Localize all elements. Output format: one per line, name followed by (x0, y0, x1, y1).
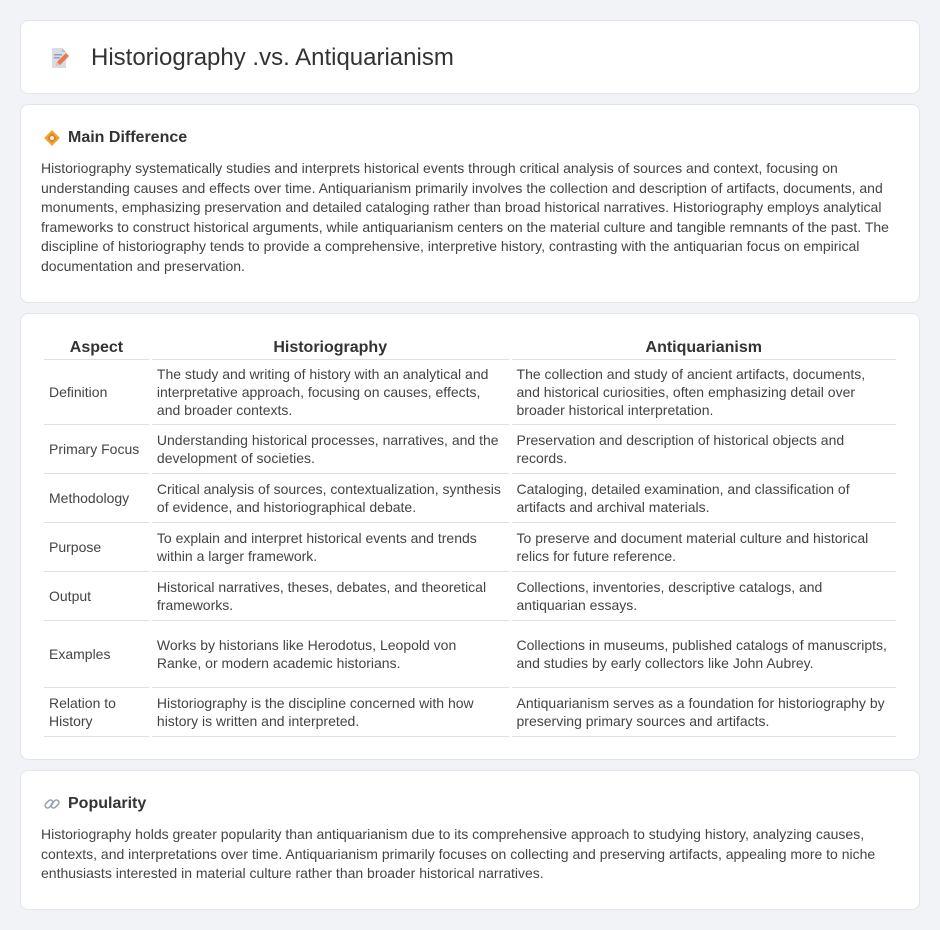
table-row (44, 425, 896, 474)
cell-antiquarianism: Antiquarianism serves as a foundation for historiography by preserving primary sources and artifacts. (512, 688, 896, 737)
page-title: Historiography .vs. Antiquarianism (91, 44, 454, 71)
table-row (44, 474, 896, 523)
cell-historiography: Works by historians like Herodotus, Leopold von Ranke, or modern academic historians. (152, 621, 509, 688)
cell-aspect: Primary Focus (44, 425, 149, 474)
cell-aspect: Purpose (44, 523, 149, 572)
table-row (44, 572, 896, 621)
cell-antiquarianism: Collections in museums, published catalogs of manuscripts, and studies by early collectors like John Aubrey. (512, 621, 896, 688)
cell-antiquarianism: Preservation and description of historical objects and records. (512, 425, 896, 474)
cell-antiquarianism: To preserve and document material culture and historical relics for future reference. (512, 523, 896, 572)
cell-aspect: Examples (44, 621, 149, 688)
cell-historiography: Historical narratives, theses, debates, and theoretical frameworks. (152, 572, 509, 621)
popularity-text: Historiography holds greater popularity than antiquarianism due to its comprehensive approach to studying history, analyzing causes, contexts, and interpretations over time. Antiquarianism primarily focuses on collecting and preserving artifacts, appealing more to niche enthusiasts interested in material culture rather than broader historical narratives. (41, 826, 876, 881)
cell-antiquarianism: Collections, inventories, descriptive catalogs, and antiquarian essays. (512, 572, 896, 621)
cell-antiquarianism: The collection and study of ancient artifacts, documents, and historical curiosities, often emphasizing detail over broader historical interpretation. (512, 360, 896, 425)
cell-historiography: Critical analysis of sources, contextualization, synthesis of evidence, and historiographical debate. (152, 474, 509, 523)
header-historiography: Historiography (152, 335, 509, 360)
cell-aspect: Relation to History (44, 688, 149, 737)
header-aspect: Aspect (44, 335, 149, 360)
cell-antiquarianism: Cataloging, detailed examination, and classification of artifacts and archival materials. (512, 474, 896, 523)
diamond-warning-icon (43, 129, 61, 147)
cell-aspect: Output (44, 572, 149, 621)
popularity-card (20, 770, 920, 910)
table-row (44, 688, 896, 737)
link-icon (43, 795, 61, 813)
document-edit-icon (47, 46, 71, 70)
comparison-card (20, 313, 920, 760)
cell-historiography: The study and writing of history with an analytical and interpretative approach, focusing on causes, effects, and broader contexts. (152, 360, 509, 425)
header-antiquarianism: Antiquarianism (512, 335, 896, 360)
main-difference-heading: Main Difference (68, 129, 188, 146)
main-difference-card (20, 104, 920, 303)
popularity-heading: Popularity (68, 795, 147, 812)
cell-historiography: To explain and interpret historical events and trends within a larger framework. (152, 523, 509, 572)
title-card (20, 20, 920, 94)
comparison-table (41, 335, 899, 737)
cell-historiography: Understanding historical processes, narratives, and the development of societies. (152, 425, 509, 474)
table-row (44, 360, 896, 425)
table-row (44, 621, 896, 688)
table-header-row (44, 335, 896, 360)
table-row (44, 523, 896, 572)
cell-aspect: Definition (44, 360, 149, 425)
cell-aspect: Methodology (44, 474, 149, 523)
cell-historiography: Historiography is the discipline concerned with how history is written and interpreted. (152, 688, 509, 737)
main-difference-text: Historiography systematically studies and interprets historical events through critical analysis of sources and context, focusing on understanding causes and effects over time. Antiquarianism primarily involves the collection and description of artifacts, documents, and monuments, emphasizing preservation and detailed cataloging rather than broad historical narratives. Historiography employs analytical frameworks to construct historical arguments, while antiquarianism centers on the material culture and tangible remnants of the past. The discipline of historiography tends to provide a comprehensive, interpretive history, contrasting with the antiquarian focus on empirical documentation and preservation. (41, 160, 889, 274)
